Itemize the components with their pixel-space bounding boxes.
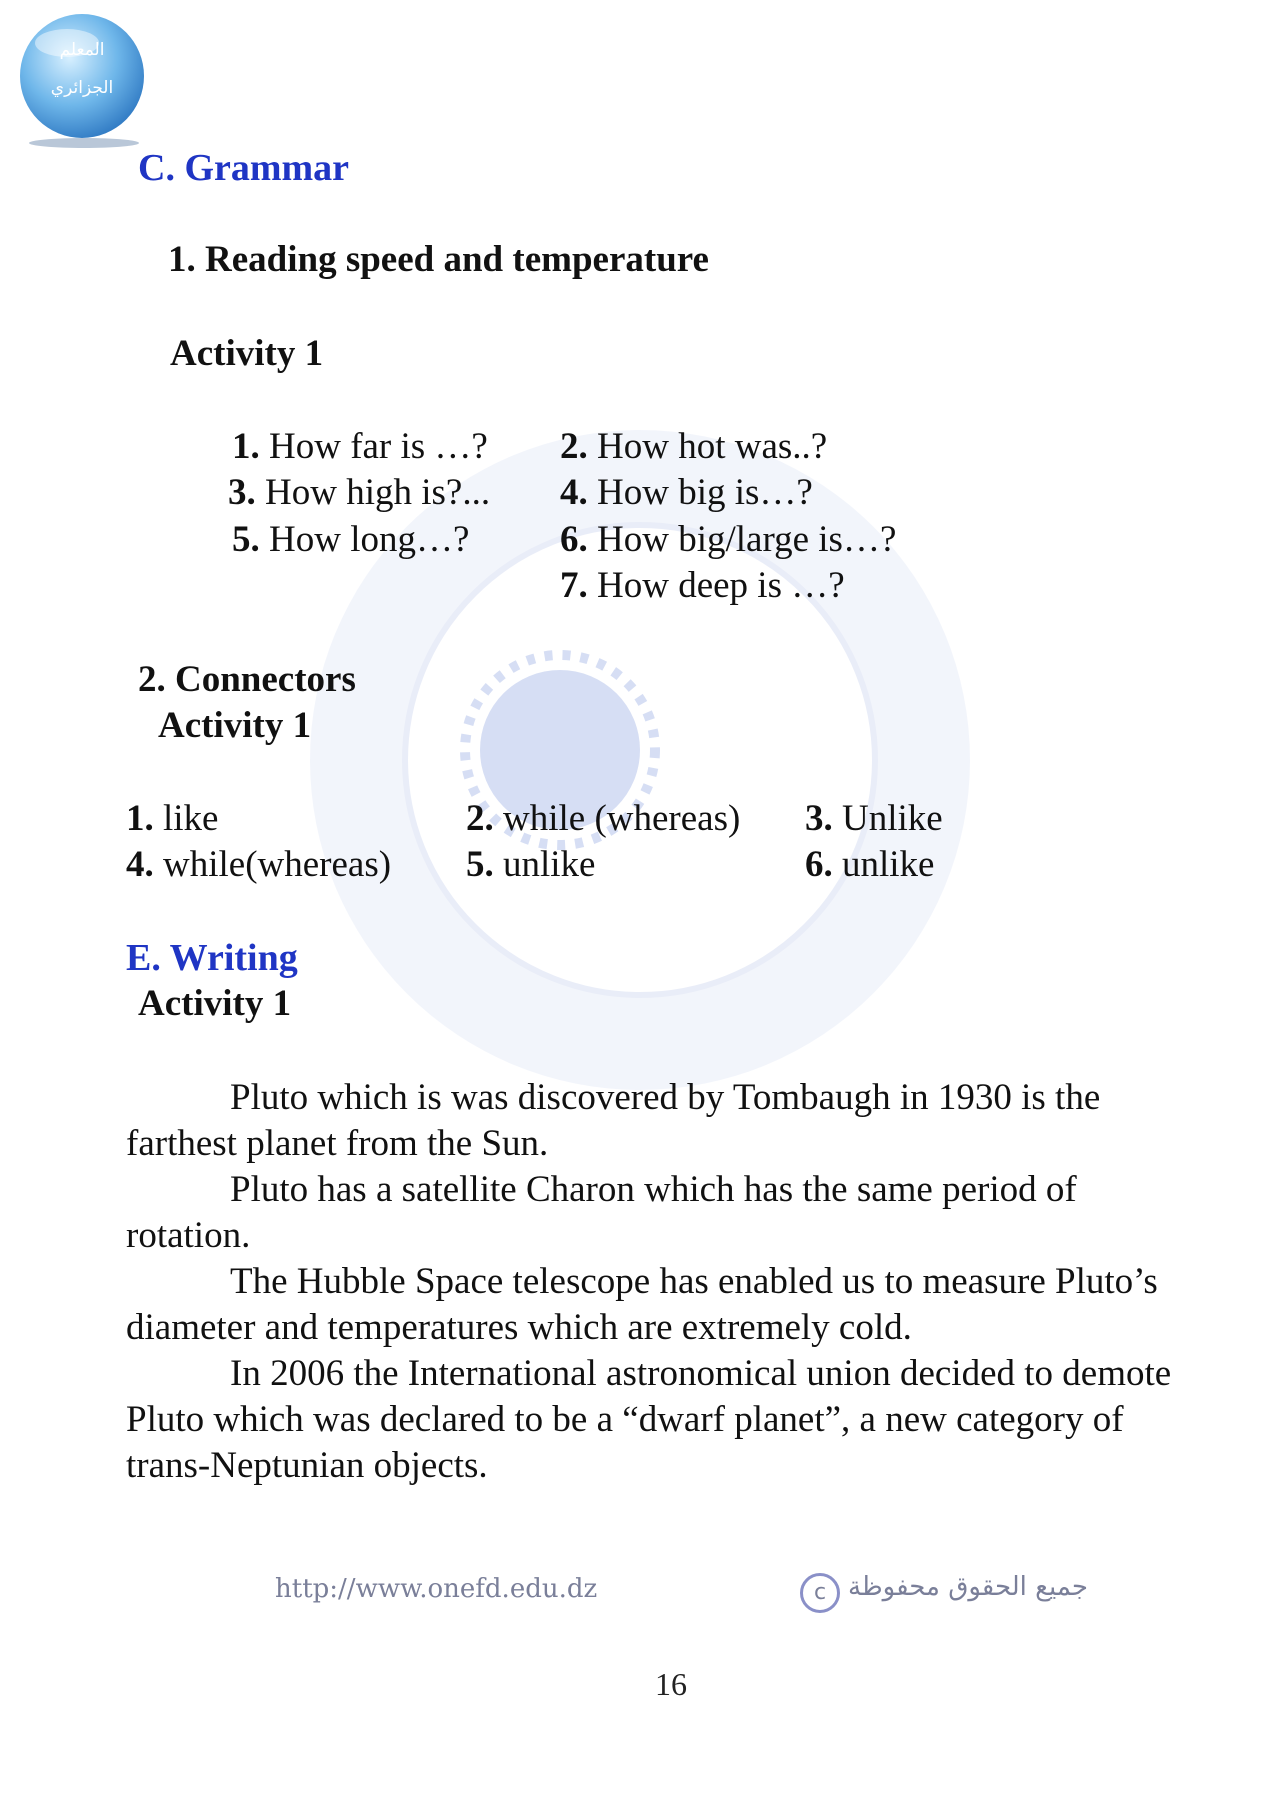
section2-activity: Activity 1 [158, 705, 312, 746]
list-item: 6. unlike [805, 844, 935, 885]
section1-activity: Activity 1 [170, 333, 324, 374]
writing-activity: Activity 1 [138, 983, 292, 1024]
list-item: 3. How high is?... [228, 472, 491, 513]
section2-title: 2. Connectors [138, 659, 356, 700]
page-number: 16 [655, 1666, 687, 1702]
writing-body [126, 1075, 1196, 1489]
grammar-heading: C. Grammar [138, 147, 350, 189]
list-item: 6. How big/large is…? [560, 519, 897, 560]
paragraph: Pluto which is was discovered by Tombaugh in 1930 is the farthest planet from the Sun. [126, 1077, 1101, 1164]
list-item: 7. How deep is …? [560, 565, 845, 606]
list-item: 1. like [126, 798, 219, 839]
footer-url-link[interactable]: http://www.onefd.edu.dz [275, 1574, 598, 1604]
footer-rights-text: جميع الحقوق محفوظة [848, 1572, 1088, 1602]
paragraph: The Hubble Space telescope has enabled us to measure Pluto’s diameter and temperatures which are extremely cold. [126, 1261, 1158, 1348]
copyright-icon: c [800, 1573, 840, 1613]
list-item: 2. while (whereas) [466, 798, 741, 839]
list-item: 3. Unlike [805, 798, 943, 839]
list-item: 5. How long…? [232, 519, 470, 560]
logo-text-line2: الجزائري [50, 78, 114, 98]
list-item: 1. How far is …? [232, 426, 488, 467]
list-item: 2. How hot was..? [560, 426, 828, 467]
paragraph: In 2006 the International astronomical union decided to demote Pluto which was declared to be a “dwarf planet”, a new category of trans-Neptunian objects. [126, 1353, 1172, 1486]
list-item: 4. How big is…? [560, 472, 813, 513]
paragraph: Pluto has a satellite Charon which has the same period of rotation. [126, 1169, 1077, 1256]
list-item: 5. unlike [466, 844, 596, 885]
list-item: 4. while(whereas) [126, 844, 392, 885]
writing-heading: E. Writing [126, 937, 298, 979]
section1-title: 1. Reading speed and temperature [168, 239, 709, 280]
logo-text-line1: المعلم [59, 40, 105, 60]
